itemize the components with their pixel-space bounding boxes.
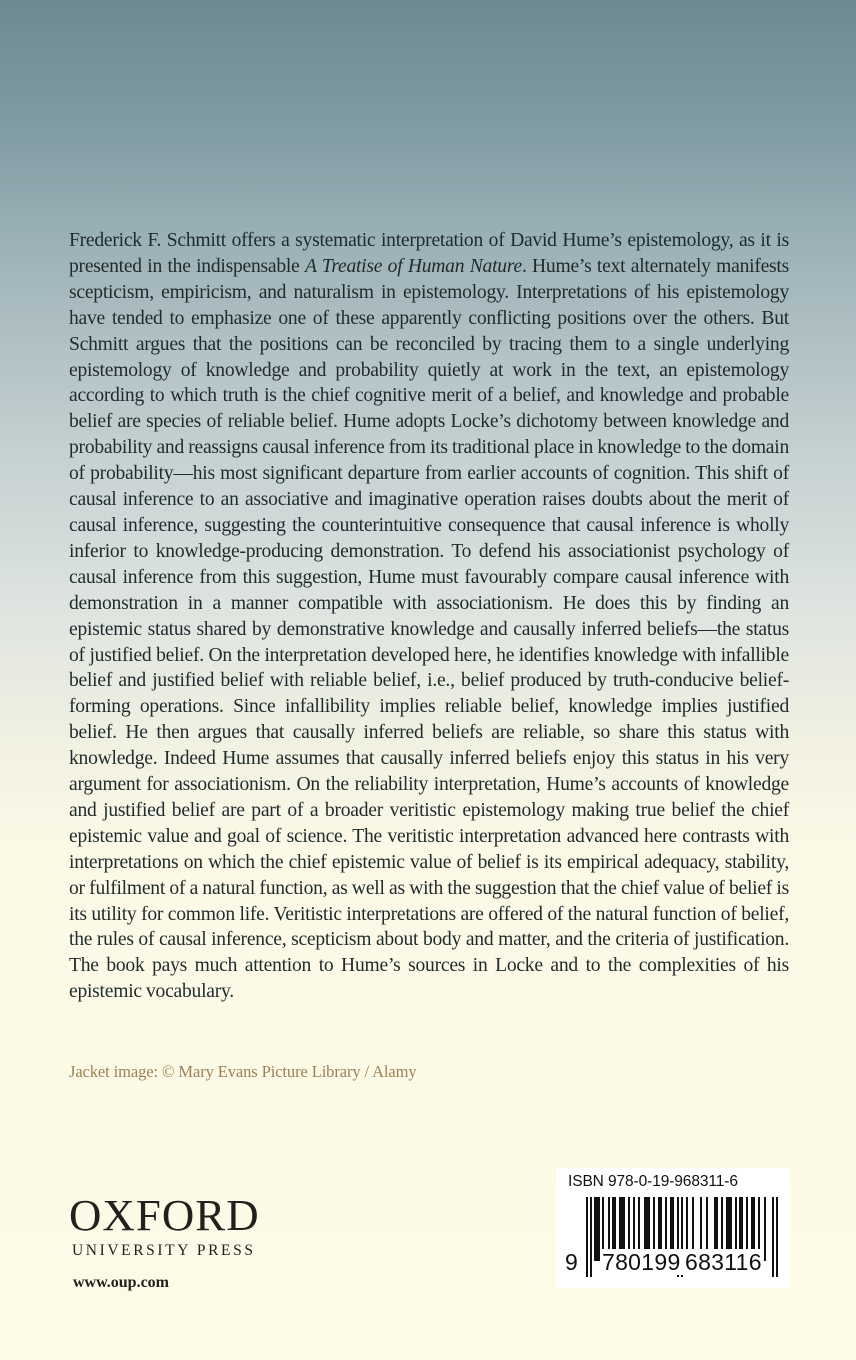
publisher-logo	[69, 1191, 260, 1260]
publisher-subtitle: UNIVERSITY PRESS	[72, 1242, 256, 1259]
isbn-label: ISBN 978-0-19-968311-6	[568, 1173, 738, 1190]
isbn-barcode	[556, 1168, 790, 1288]
barcode-digits-left: 780199	[602, 1249, 681, 1275]
jacket-image-credit: Jacket image: © Mary Evans Picture Library / Alamy	[69, 1062, 417, 1081]
barcode-digits-right: 683116	[685, 1249, 762, 1275]
description-text-2: . Hume’s text alternately manifests scepticism, empiricism, and naturalism in epistemology. Interpretations of his epistemology have tended to emphasize one of these apparently conflicting positions over the others. But Schmitt argues that the positions can be reconciled by tracing them to a single underlying epistemology of knowledge and probability quietly at work in the text, an epistemology according to which truth is the chief cognitive merit of a belief, and knowledge and probable belief are species of reliable belief. Hume adopts Locke’s dichotomy between knowledge and probability and reassigns causal inference from its traditional place in knowledge to the domain of probability—his most significant departure from earlier accounts of cognition. This shift of causal inference to an associative and imaginative operation raises doubts about the merit of causal inference, suggesting the counterintuitive consequence that causal inference is wholly inferior to knowledge-producing demonstration. To defend his associationist psychology of causal inference from this suggestion, Hume must favourably compare causal inference with demonstration in a manner compatible with associationism. He does this by finding an epistemic status shared by demonstrative knowledge and causally inferred beliefs—the status of justified belief. On the interpretation developed here, he identifies knowledge with infallible belief and justified belief with reliable belief, i.e., belief produced by truth-conducive belief-forming operations. Since infallibility implies reliable belief, knowledge implies justified belief. He then argues that causally inferred beliefs are reliable, so share this status with knowledge. Indeed Hume assumes that causally inferred beliefs enjoy this status in his very argument for associationism. On the reliability interpretation, Hume’s accounts of knowledge and justified belief are part of a broader veritistic epistemology making true belief the chief epistemic value and goal of science. The veritistic interpretation advanced here contrasts with interpretations on which the chief epistemic value of belief is its empirical adequacy, stability, or fulfilment of a natural function, as well as with the suggestion that the chief value of belief is its utility for common life. Veritistic interpretations are offered of the natural function of belief, the rules of causal inference, scepticism about body and matter, and the criteria of justification. The book pays much attention to Hume’s sources in Locke and to the complexities of his epistemic vocabulary.	[69, 255, 789, 1003]
description-text-1: Frederick F. Schmitt offers a systematic interpretation of David Hume’s epistemology, as it is presented in the indispensable	[69, 230, 789, 277]
barcode-digit-lead: 9	[565, 1249, 579, 1275]
book-description	[69, 228, 789, 1005]
publisher-name: OXFORD	[69, 1191, 260, 1240]
book-title-italic: A Treatise of Human Nature	[304, 255, 522, 277]
publisher-website: www.oup.com	[73, 1274, 170, 1291]
